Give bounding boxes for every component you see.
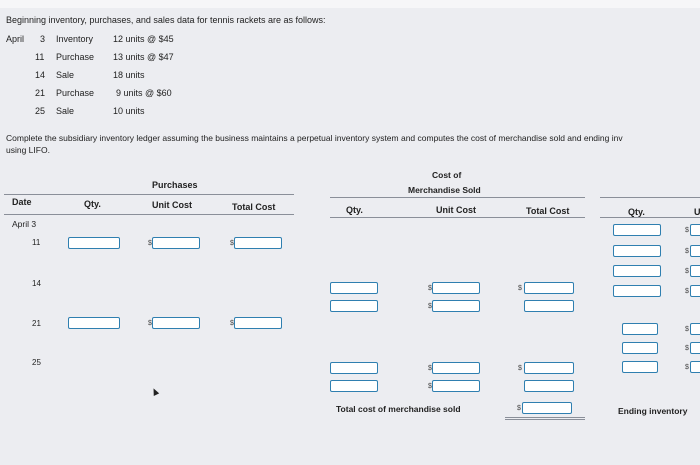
header-line-left: [4, 194, 294, 195]
currency-sign: $: [518, 285, 522, 292]
intro-text: Beginning inventory, purchases, and sales data for tennis rackets are as follows:: [6, 15, 326, 25]
currency-sign: $: [685, 288, 689, 295]
currency-sign: $: [428, 383, 432, 390]
txn-type: Purchase: [56, 52, 95, 62]
cogs-unit-cost-input-14a[interactable]: [432, 282, 480, 294]
currency-sign: $: [148, 320, 152, 327]
currency-sign: $: [428, 285, 432, 292]
instructions-line-2: using LIFO.: [6, 145, 50, 155]
cogs-qty-input-14a[interactable]: [330, 282, 378, 294]
txn-units: 18 units: [113, 70, 145, 80]
inventory-qty-input-d[interactable]: [613, 285, 661, 297]
txn-units: 12 units @ $45: [113, 34, 174, 44]
inventory-unit-cost-input-f[interactable]: [690, 342, 700, 354]
inventory-unit-cost-input-e[interactable]: [690, 323, 700, 335]
total-cogs-label: Total cost of merchandise sold: [336, 404, 461, 414]
inventory-unit-cost-input-b[interactable]: [690, 245, 700, 257]
currency-sign: $: [428, 303, 432, 310]
inventory-unit-cost-input-c[interactable]: [690, 265, 700, 277]
txn-units: 10 units: [113, 106, 145, 116]
header-line-mid: [330, 197, 585, 198]
cogs-qty-input-25b[interactable]: [330, 380, 378, 392]
total-cogs-input[interactable]: [522, 402, 572, 414]
txn-day: 21: [35, 88, 46, 98]
header-bottom-line-right: [600, 217, 700, 218]
currency-sign: $: [685, 364, 689, 371]
inventory-qty-input-e[interactable]: [622, 323, 658, 335]
group-purchases-header: Purchases: [152, 180, 198, 190]
row-date-11: 11: [32, 238, 41, 247]
purchase-total-cost-input-11[interactable]: [234, 237, 282, 249]
txn-day: 11: [35, 52, 45, 62]
col-total-cost-cogs: Total Cost: [526, 206, 570, 216]
row-date-april-3: April 3: [12, 219, 37, 229]
col-qty-purchases: Qty.: [84, 199, 101, 209]
header-bottom-line-mid: [330, 217, 585, 218]
txn-day: 25: [35, 106, 46, 116]
inventory-qty-input-b[interactable]: [613, 245, 661, 257]
currency-sign: $: [685, 227, 689, 234]
currency-sign: $: [230, 240, 234, 247]
currency-sign: $: [148, 240, 152, 247]
col-qty-cogs: Qty.: [346, 205, 363, 215]
inventory-unit-cost-input-d[interactable]: [690, 285, 700, 297]
txn-type: Sale: [56, 106, 75, 116]
txn-day: 3: [40, 34, 46, 44]
group-cost-header-line-2: Merchandise Sold: [408, 185, 481, 195]
top-strip: [0, 0, 700, 8]
txn-type: Inventory: [56, 34, 94, 44]
txn-type: Sale: [56, 70, 75, 80]
currency-sign: $: [428, 365, 432, 372]
cogs-total-cost-input-14a[interactable]: [524, 282, 574, 294]
txn-month: April: [6, 34, 25, 44]
purchase-qty-input-11[interactable]: [68, 237, 120, 249]
purchase-unit-cost-input-11[interactable]: [152, 237, 200, 249]
inventory-qty-input-g[interactable]: [622, 361, 658, 373]
mouse-cursor-icon: [151, 387, 159, 396]
total-cogs-double-underline-2: [505, 419, 585, 420]
col-unit-cost-inventory-partial: U: [694, 207, 700, 217]
txn-units: 9 units @ $60: [116, 88, 172, 98]
total-cogs-double-underline: [505, 417, 585, 418]
inventory-qty-input-c[interactable]: [613, 265, 661, 277]
currency-sign: $: [685, 268, 689, 275]
col-unit-cost-purchases: Unit Cost: [152, 200, 192, 210]
row-date-25: 25: [32, 358, 41, 367]
purchase-unit-cost-input-21[interactable]: [152, 317, 200, 329]
col-qty-inventory: Qty.: [628, 207, 645, 217]
col-total-cost-purchases: Total Cost: [232, 202, 276, 212]
cogs-unit-cost-input-14b[interactable]: [432, 300, 480, 312]
row-date-21: 21: [32, 319, 41, 328]
purchase-qty-input-21[interactable]: [68, 317, 120, 329]
txn-units: 13 units @ $47: [113, 52, 174, 62]
currency-sign: $: [518, 365, 522, 372]
cogs-unit-cost-input-25b[interactable]: [432, 380, 480, 392]
inventory-unit-cost-input-g[interactable]: [690, 361, 700, 373]
cogs-qty-input-14b[interactable]: [330, 300, 378, 312]
txn-type: Purchase: [56, 88, 95, 98]
row-date-14: 14: [32, 279, 41, 288]
header-bottom-line-left: [4, 214, 294, 215]
inventory-qty-input-a[interactable]: [613, 224, 661, 236]
cogs-unit-cost-input-25a[interactable]: [432, 362, 480, 374]
col-unit-cost-cogs: Unit Cost: [436, 205, 476, 215]
cogs-total-cost-input-25b[interactable]: [524, 380, 574, 392]
currency-sign: $: [685, 345, 689, 352]
currency-sign: $: [230, 320, 234, 327]
cogs-qty-input-25a[interactable]: [330, 362, 378, 374]
currency-sign: $: [685, 248, 689, 255]
cogs-total-cost-input-14b[interactable]: [524, 300, 574, 312]
inventory-qty-input-f[interactable]: [622, 342, 658, 354]
cogs-total-cost-input-25a[interactable]: [524, 362, 574, 374]
ending-inventory-label: Ending inventory: [618, 406, 688, 416]
instructions-line-1: Complete the subsidiary inventory ledger assuming the business maintains a perpetual inventory system and computes the cost of merchandise sold and ending inv: [6, 133, 623, 143]
col-date: Date: [12, 197, 32, 207]
group-cost-header-line-1: Cost of: [432, 170, 462, 180]
header-line-right: [600, 197, 700, 198]
currency-sign: $: [685, 326, 689, 333]
currency-sign: $: [517, 405, 521, 412]
inventory-unit-cost-input-a[interactable]: [690, 224, 700, 236]
purchase-total-cost-input-21[interactable]: [234, 317, 282, 329]
txn-day: 14: [35, 70, 46, 80]
